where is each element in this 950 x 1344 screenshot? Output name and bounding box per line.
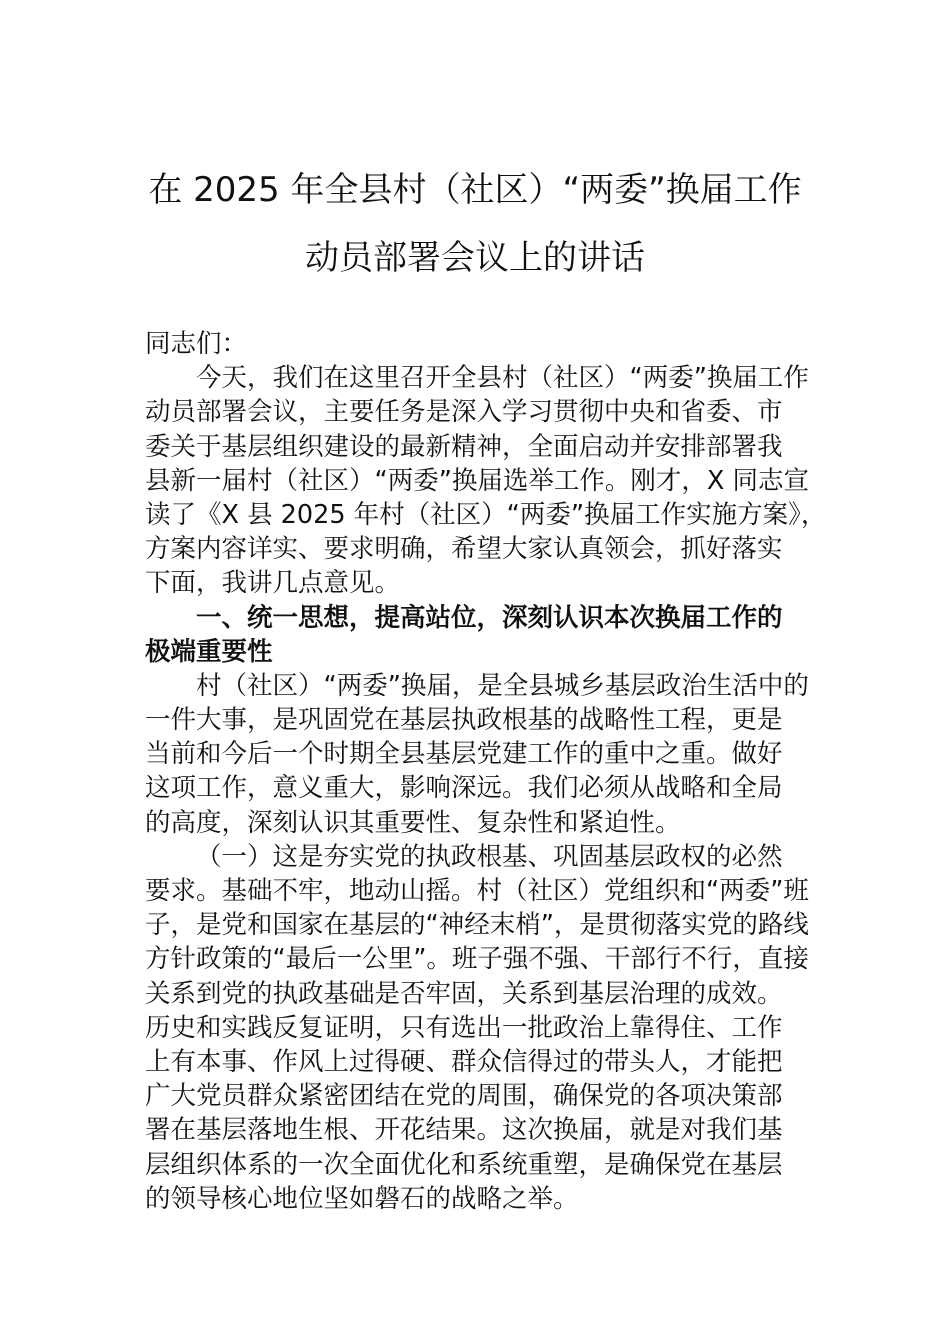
paragraph-line: 方针政策的“最后一公里”。班子强不强、干部行不行，直接 (145, 944, 809, 975)
paragraph-line: 县新一届村（社区）“两委”换届选举工作。刚才，X 同志宣 (145, 465, 809, 496)
heading-line: 一、统一思想，提高站位，深刻认识本次换届工作的 (196, 602, 783, 633)
paragraph-line: 这项工作，意义重大，影响深远。我们必须从战略和全局 (145, 773, 783, 804)
paragraph-line: 子，是党和国家在基层的“神经末梢”，是贯彻落实党的路线 (145, 910, 809, 941)
paragraph-line: 下面，我讲几点意见。 (145, 568, 401, 599)
paragraph-line: 上有本事、作风上过得硬、群众信得过的带头人，才能把 (145, 1046, 783, 1077)
salutation: 同志们： (145, 329, 248, 359)
heading-line: 极端重要性 (145, 636, 273, 667)
section-heading-1 (145, 601, 810, 669)
paragraph-line: 读了《X 县 2025 年村（社区）“两委”换届工作实施方案》， (145, 499, 827, 530)
paragraph-line: 当前和今后一个时期全县基层党建工作的重中之重。做好 (145, 739, 783, 770)
paragraph-intro (145, 361, 827, 600)
paragraph-line: 历史和实践反复证明，只有选出一批政治上靠得住、工作 (145, 1012, 783, 1043)
paragraph-line: 委关于基层组织建设的最新精神，全面启动并安排部署我 (145, 431, 783, 462)
paragraph-line: 的高度，深刻认识其重要性、复杂性和紧迫性。 (145, 807, 681, 838)
paragraph-importance (145, 669, 810, 840)
paragraph-line: 层组织体系的一次全面优化和系统重塑，是确保党在基层 (145, 1149, 783, 1180)
paragraph-line: 方案内容详实、要求明确，希望大家认真领会，抓好落实 (145, 534, 783, 565)
paragraph-line: 广大党员群众紧密团结在党的周围，确保党的各项决策部 (145, 1081, 783, 1112)
paragraph-line: 关系到党的执政基础是否牢固，关系到基层治理的成效。 (145, 978, 783, 1009)
paragraph-line: 的领导核心地位坚如磐石的战略之举。 (145, 1183, 579, 1214)
paragraph-line: 动员部署会议，主要任务是深入学习贯彻中央和省委、市 (145, 397, 783, 428)
paragraph-line: 一件大事，是巩固党在基层执政根基的战略性工程，更是 (145, 705, 783, 736)
paragraph-point-1 (145, 840, 810, 1216)
paragraph-line: 今天，我们在这里召开全县村（社区）“两委”换届工作 (196, 363, 809, 394)
document-body (145, 327, 827, 1216)
document-title-line-2: 动员部署会议上的讲话 (305, 238, 645, 278)
paragraph-line: 村（社区）“两委”换届，是全县城乡基层政治生活中的 (196, 670, 809, 701)
paragraph-line: 署在基层落地生根、开花结果。这次换届，就是对我们基 (145, 1115, 783, 1146)
document-title-line-1: 在 2025 年全县村（社区）“两委”换届工作 (148, 170, 802, 210)
paragraph-line: （一）这是夯实党的执政根基、巩固基层政权的必然 (196, 841, 783, 872)
paragraph-line: 要求。基础不牢，地动山摇。村（社区）党组织和“两委”班 (145, 876, 809, 906)
